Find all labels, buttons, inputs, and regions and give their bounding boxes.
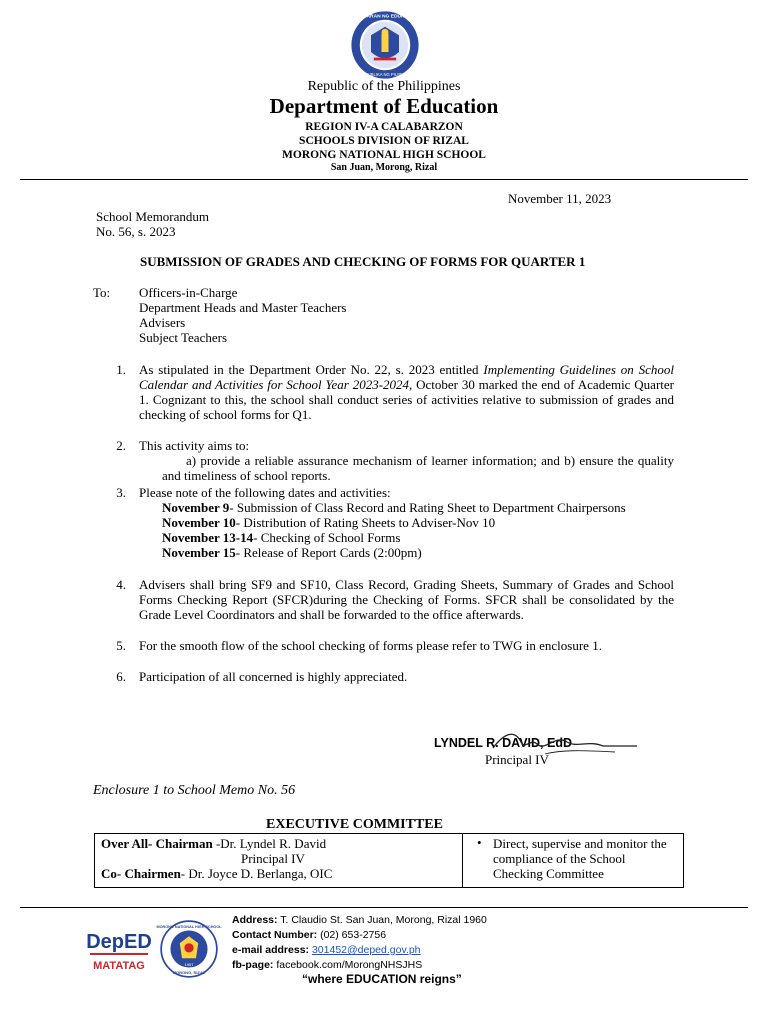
schedule-list	[162, 500, 682, 560]
republic-line: Republic of the Philippines	[307, 79, 461, 94]
deped-seal-icon	[350, 10, 420, 80]
footer-address: Address: T. Claudio St. San Juan, Morong, Rizal 1960	[232, 914, 487, 926]
order-title: Implementing Guidelines on School Calendar and Activities for School Year 2023-2024	[139, 362, 674, 392]
footer-tagline: “where EDUCATION reigns”	[302, 972, 462, 986]
memo-date: November 11, 2023	[508, 191, 612, 206]
to-label: To:	[93, 285, 111, 300]
recipient-item: Advisers	[139, 315, 186, 330]
school-address-line: San Juan, Morong, Rizal	[330, 162, 438, 173]
item-3-lead: Please note of the following dates and activities:	[139, 485, 391, 500]
item-2-lead: This activity aims to:	[139, 438, 250, 453]
item-1-text: As stipulated in the Department Order No. 22, s. 2023 entitled Implementing Guidelines on School Calendar and Activities for School Year 2023-2024, October 30 marked the end of Academic Quarter 1. Cognizant to this, the school shall conduct series of activities relative to submission of grades and checking of school forms for Q1.	[139, 362, 674, 422]
footer-divider	[20, 907, 748, 908]
recipient-item: Officers-in-Charge	[139, 285, 238, 300]
recipient-item: Subject Teachers	[139, 330, 228, 345]
deped-matatag-logo-icon	[84, 920, 154, 976]
committee-members-cell: Over All- Chairman -Dr. Lyndel R. David Principal IV Co- Chairmen- Dr. Joyce D. Berlanga, OIC	[95, 834, 463, 888]
schedule-item: November 13-14- Checking of School Forms	[162, 530, 401, 545]
item-number: 5.	[116, 638, 126, 653]
signatory-title: Principal IV	[485, 752, 549, 767]
footer-contact-block	[232, 913, 487, 973]
svg-text:DepED: DepED	[86, 931, 152, 953]
division-line: SCHOOLS DIVISION OF RIZAL	[299, 135, 469, 147]
schedule-item: November 9- Submission of Class Record and Rating Sheet to Department Chairpersons	[162, 500, 626, 515]
svg-text:1957: 1957	[184, 961, 194, 967]
memo-type: School Memorandum	[96, 209, 210, 224]
signatory-name: LYNDEL R. DAVID, EdD	[434, 736, 572, 750]
seal-text: KAGAWARAN NG EDUKASYON	[348, 14, 422, 20]
header-divider	[20, 179, 748, 180]
memo-subject: SUBMISSION OF GRADES AND CHECKING OF FORMS FOR QUARTER 1	[140, 254, 586, 269]
chairman-title: Principal IV	[241, 851, 305, 866]
school-seal-icon	[156, 920, 222, 978]
email-link[interactable]: 301452@deped.gov.ph	[311, 944, 421, 956]
region-line: REGION IV-A CALABARZON	[305, 121, 463, 133]
recipient-item: Department Heads and Master Teachers	[139, 300, 347, 315]
committee-duty: Direct, supervise and monitor the compliance of the School Checking Committee	[493, 836, 667, 881]
item-6-text: Participation of all concerned is highly appreciated.	[139, 669, 408, 684]
committee-title: EXECUTIVE COMMITTEE	[266, 817, 443, 832]
svg-text:MATATAG: MATATAG	[93, 960, 145, 972]
footer-email: e-mail address: 301452@deped.gov.ph	[232, 944, 421, 956]
footer-fb-page: fb-page: facebook.com/MorongNHSJHS	[232, 959, 423, 971]
item-number: 4.	[116, 577, 126, 592]
enclosure-caption: Enclosure 1 to School Memo No. 56	[93, 783, 296, 798]
committee-table	[94, 833, 684, 888]
svg-text:MORONG, RIZAL: MORONG, RIZAL	[172, 969, 206, 975]
item-2-detail: a) provide a reliable assurance mechanism of learner information; and b) ensure the quality and timeliness of school reports.	[162, 453, 674, 483]
committee-duty-cell	[463, 834, 684, 888]
svg-text:MORONG NATIONAL HIGH SCHOOL: MORONG NATIONAL HIGH SCHOOL	[156, 925, 222, 930]
bullet-icon: •	[477, 835, 482, 850]
item-5-text: For the smooth flow of the school checking of forms please refer to TWG in enclosure 1.	[139, 638, 602, 653]
department-title: Department of Education	[269, 94, 499, 118]
schedule-item: November 15- Release of Report Cards (2:00pm)	[162, 545, 422, 560]
seal-subtext: REPUBLIKA NG PILIPINAS	[359, 71, 411, 77]
item-4-text: Advisers shall bring SF9 and SF10, Class Record, Grading Sheets, Summary of Grades and School Forms Checking Report (SFCR)during the Checking of Forms. SFCR shall be consolidated by the Grade Level Coordinators and shall be forwarded to the office afterwards.	[139, 577, 674, 622]
recipient-list	[139, 285, 347, 345]
footer-contact-number: Contact Number: (02) 653-2756	[232, 929, 387, 941]
schedule-item: November 10- Distribution of Rating Sheets to Adviser-Nov 10	[162, 515, 496, 530]
item-number: 2.	[116, 438, 126, 453]
table-row	[95, 834, 684, 888]
item-number: 1.	[116, 362, 126, 377]
item-number: 3.	[116, 485, 126, 500]
school-line: MORONG NATIONAL HIGH SCHOOL	[282, 149, 486, 161]
item-number: 6.	[116, 669, 126, 684]
memo-number: No. 56, s. 2023	[96, 224, 176, 239]
